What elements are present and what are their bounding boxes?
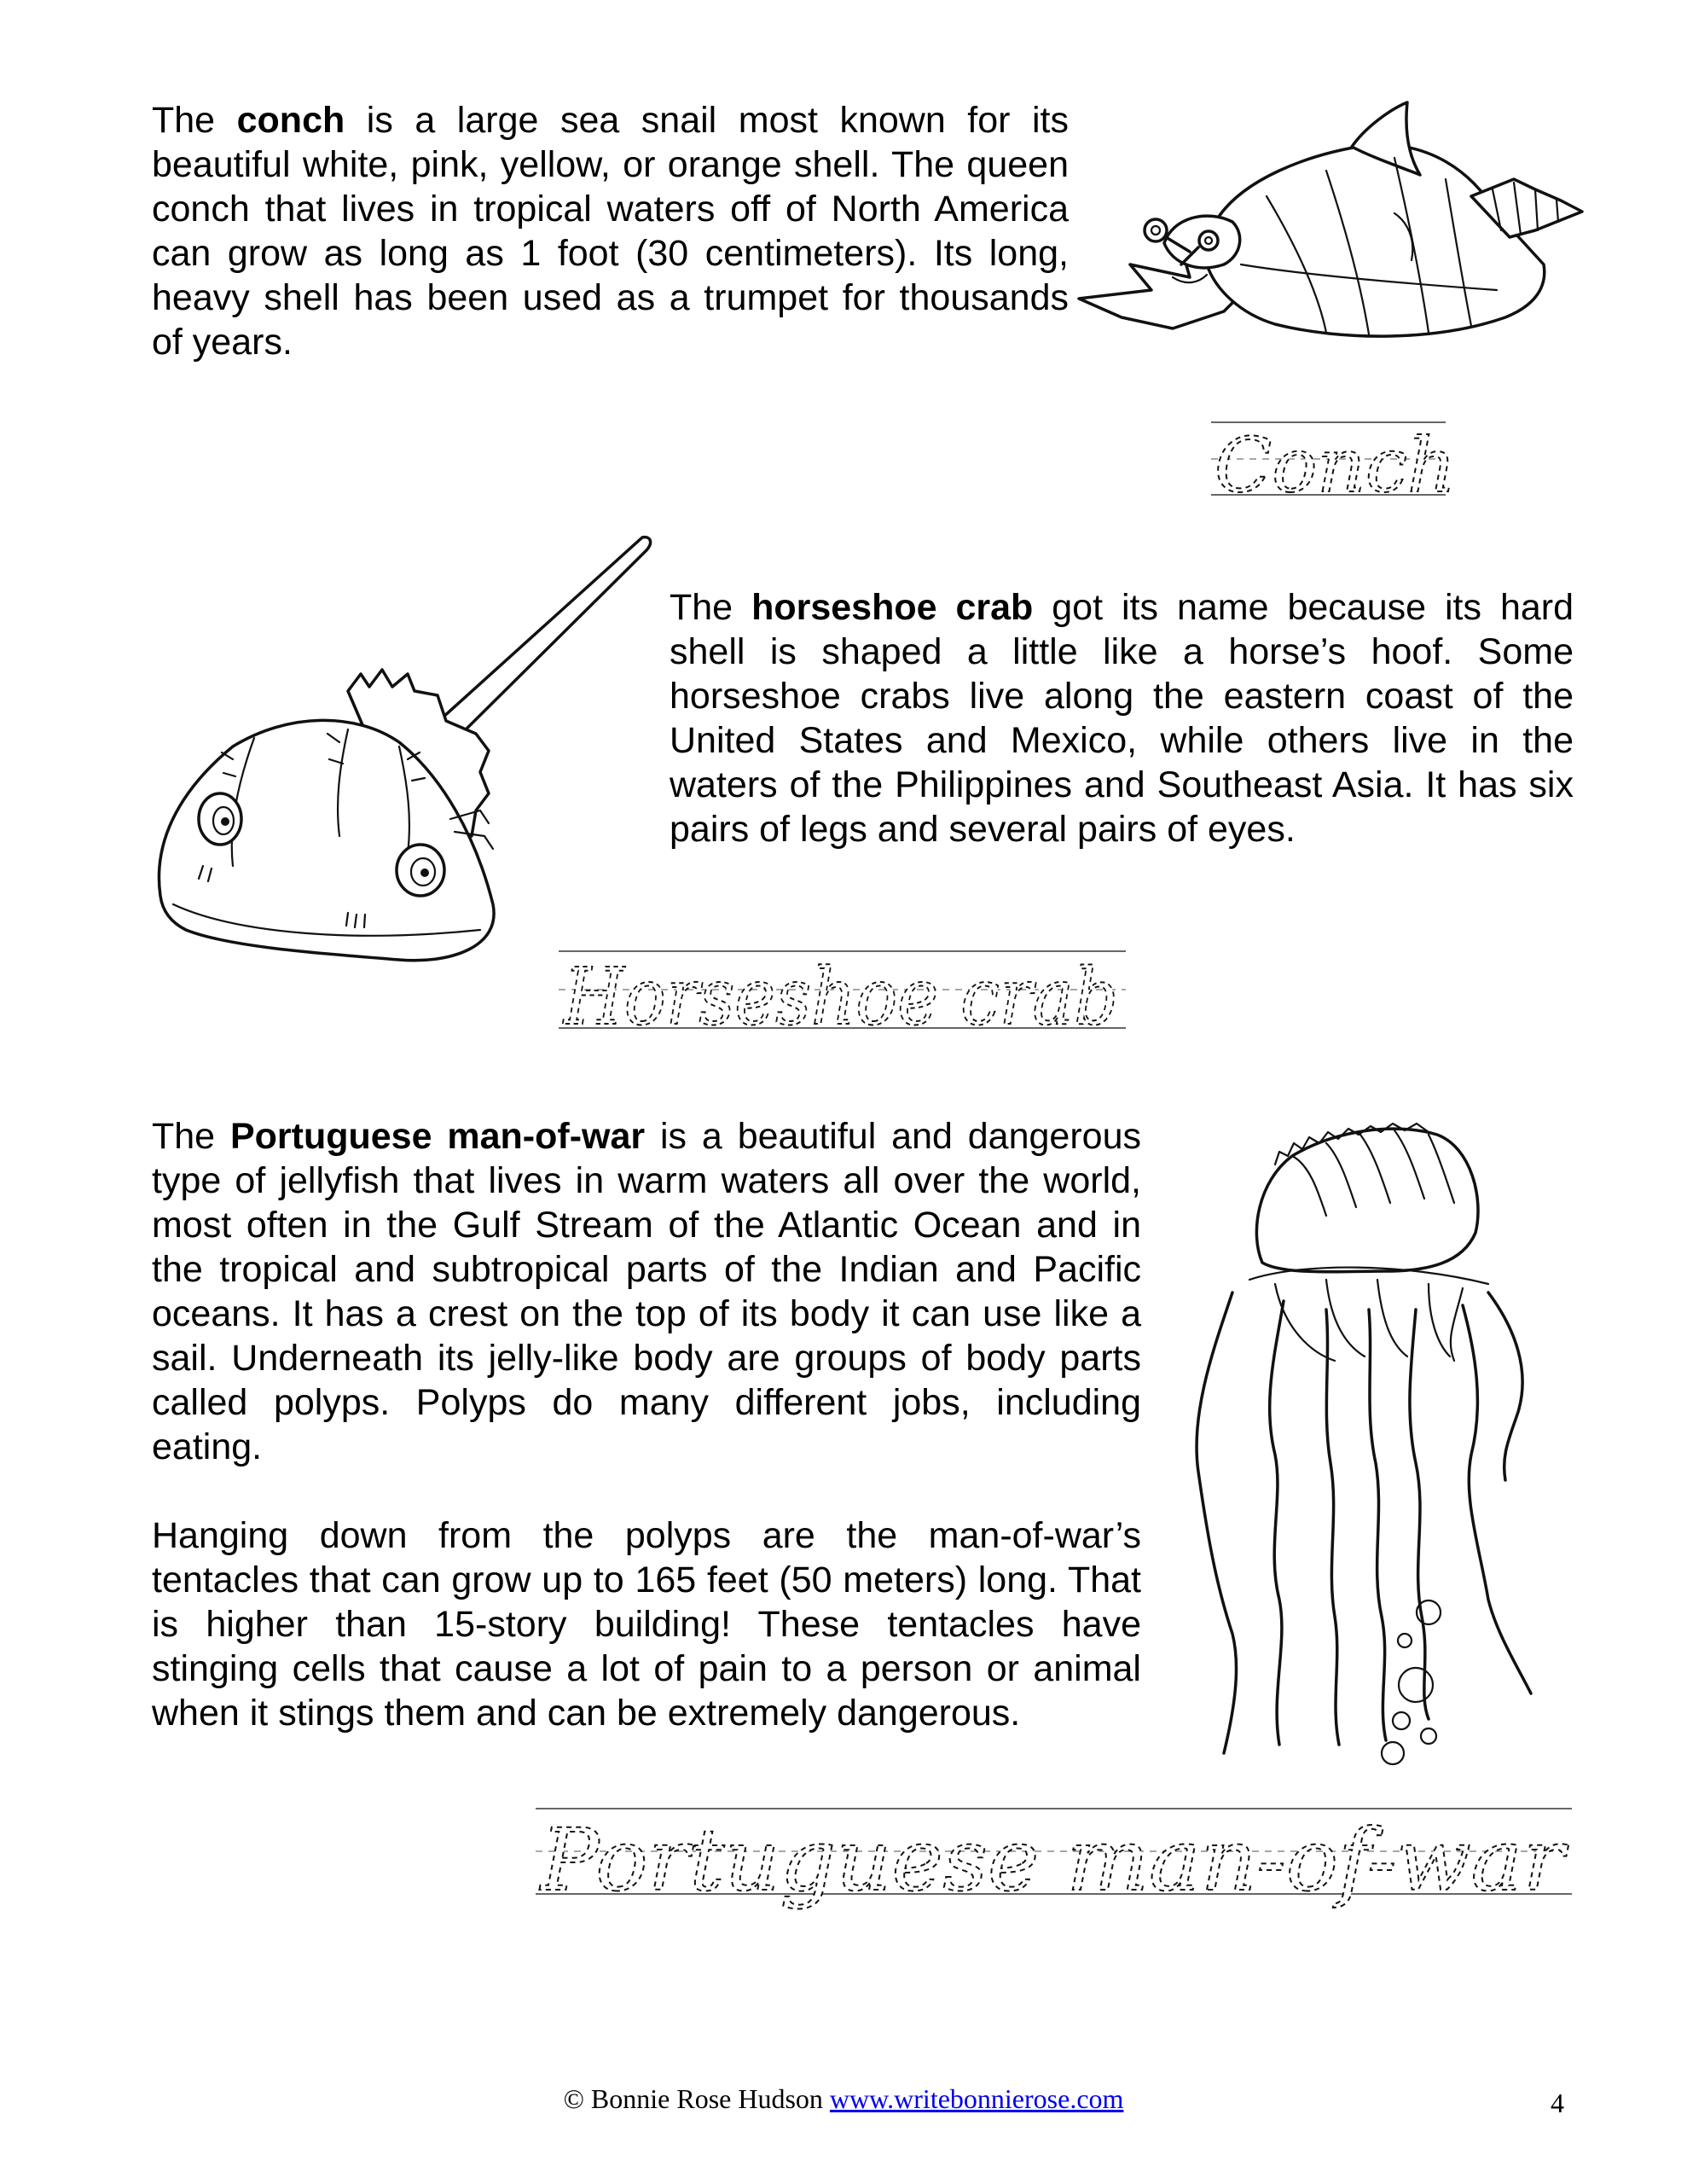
conch-term: conch	[236, 100, 345, 141]
horseshoe-crab-body: got its name because its hard shell is shaped a little like a horse’s hoof. Some horseshoe crabs live along the eastern coast of the United States and Mexico, while others live in the waters of the Philippines and Southeast Asia. It has six pairs of legs and several pairs of eyes.	[670, 587, 1574, 850]
website-link[interactable]: www.writebonnierose.com	[829, 2083, 1124, 2114]
footer	[0, 2082, 1687, 2116]
horseshoe-crab-paragraph	[670, 585, 1574, 851]
man-of-war-body: is a beautiful and dangerous type of jellyfish that lives in warm waters all over the world, most often in the Gulf Stream of the Atlantic Ocean and in the tropical and subtropical parts of the Indian and Pacific oceans. It has a crest on the top of its body it can use like a sail. Underneath its jelly-like body are groups of body parts called polyps. Polyps do many different jobs, including eating.	[152, 1116, 1141, 1467]
man-of-war-trace-word	[536, 1804, 1572, 1954]
man-of-war-term: Portuguese man-of-war	[229, 1116, 646, 1157]
horseshoe-crab-icon	[152, 529, 664, 1007]
conch-paragraph	[152, 98, 1069, 364]
page-number: 4	[1551, 2088, 1564, 2118]
horseshoe-crab-trace-text: Horseshoe crab	[562, 951, 1118, 1043]
man-of-war-paragraph-2: Hanging down from the polyps are the man-of-war’s tentacles that can grow up to 165 feet (50 meters) long. That is higher than 15-story building! These tentacles have stinging cells that cause a lot of pain to a person or animal when it stings them and can be extremely dangerous.	[152, 1515, 1141, 1734]
conch-intro: The	[152, 100, 237, 141]
jellyfish-icon	[1181, 1105, 1539, 1787]
horseshoe-crab-trace-word	[559, 947, 1126, 1043]
conch-shell-icon	[1070, 94, 1582, 367]
copyright-text: © Bonnie Rose Hudson	[563, 2083, 830, 2114]
horseshoe-crab-intro: The	[670, 587, 752, 628]
horseshoe-crab-term: horseshoe crab	[751, 587, 1034, 628]
man-of-war-trace-text: Portuguese man-of-war	[538, 1810, 1569, 1910]
man-of-war-intro: The	[152, 1116, 230, 1157]
man-of-war-paragraph	[152, 1114, 1141, 1469]
conch-body: is a large sea snail most known for its beautiful white, pink, yellow, or orange shell. The queen conch that lives in tropical waters off of North America can grow as long as 1 foot (30 centimeters). Its long, heavy shell has been used as a trumpet for thousands of years.	[152, 100, 1069, 363]
conch-trace-text: Conch	[1215, 421, 1456, 509]
conch-trace-word	[1211, 418, 1456, 509]
